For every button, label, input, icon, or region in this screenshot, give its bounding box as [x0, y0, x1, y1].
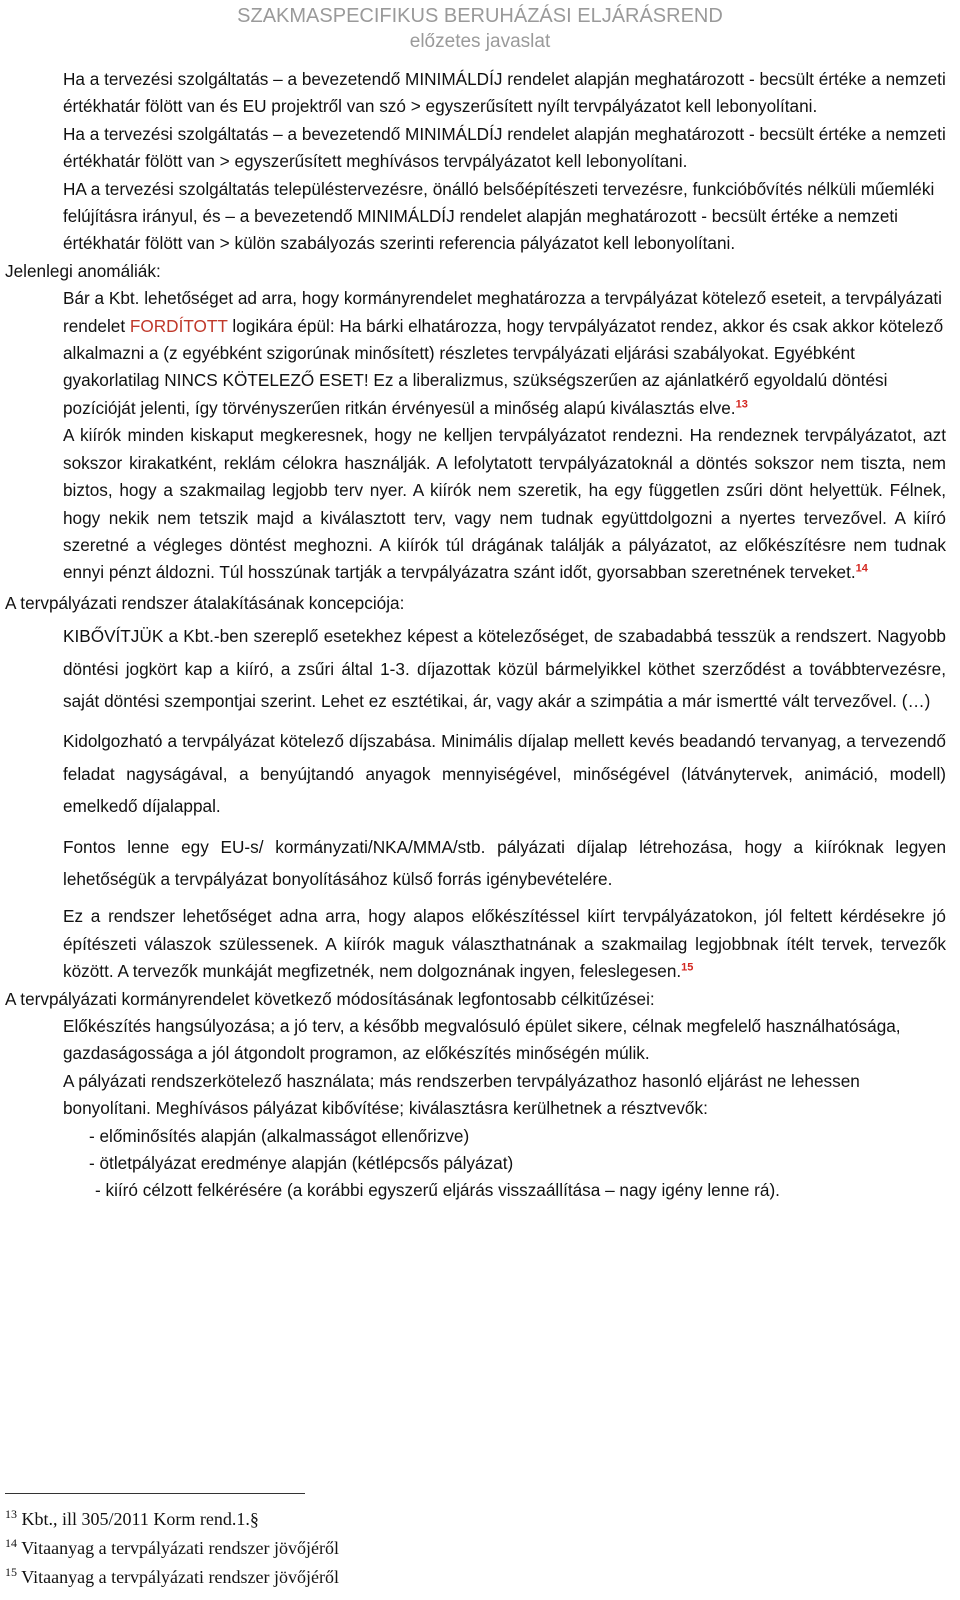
footnote-ref-14: 14	[855, 562, 868, 575]
paragraph-preparation: Előkészítés hangsúlyozása; a jó terv, a később megvalósuló épület sikere, célnak megfelelő használhatósága, gazdaságossága a jól átgondolt programon, az előkészítés minőségén múlik.	[63, 1016, 901, 1064]
paragraph-issuers	[63, 422, 946, 586]
footnote-divider	[5, 1493, 305, 1494]
footnote-number: 15	[5, 1565, 17, 1579]
goals-heading: A tervpályázati kormányrendelet következő módosításának legfontosabb célkitűzései:	[5, 988, 655, 1009]
footnote-13	[5, 1502, 339, 1531]
paragraph-kbt-a: Bár a Kbt. lehetőséget ad arra, hogy kormányrendelet meghatározza a tervpályázat kötelező eseteit, a tervpályázati rendelet	[63, 288, 942, 336]
paragraph-fee: Kidolgozható a tervpályázat kötelező díjszabása. Minimális díjalap mellett kevés beadandó tervanyag, a tervezendő feladat nagyságával, a benyújtandó anyagok mennyiségével, minőségével (látványtervek, animáció, modell) emelkedő díjalappal.	[63, 731, 946, 817]
list-item: - kiíró célzott felkérésére (a korábbi egyszerű eljárás visszaállítása – nagy igény lenne rá).	[95, 1180, 780, 1201]
footnote-text: Vitaanyag a tervpályázati rendszer jövőjéről	[21, 1538, 339, 1558]
footnote-15	[5, 1560, 339, 1589]
paragraph-expand: KIBŐVÍTJÜK a Kbt.-ben szereplő esetekhez képest a kötelezőséget, de szabadabbá tesszük a rendszert. Nagyobb döntési jogkört kap a kiíró, a zsűri által 1-3. díjazottak közül bármelyikkel köthet szerződést a továbbtervezésre, saját döntési szempontjai szerint. Lehet ez esztétikai, ár, vagy akár a szimpátia a már ismertté vált tervezővel. (…)	[63, 626, 946, 711]
footnote-ref-15: 15	[681, 961, 694, 974]
paragraph-system-text: Ez a rendszer lehetőséget adna arra, hogy alapos előkészítéssel kiírt tervpályázatokon, jól feltett kérdésekre jó építészeti válaszok szülessenek. A kiírók maguk választhatnának a szakmailag legjobbnak ítélt tervek, tervezők között. A tervezők munkáját megfizetnék, nem dolgoznának ingyen, feleslegesen.	[63, 906, 946, 982]
list-item: - előminősítés alapján (alkalmasságot ellenőrizve)	[89, 1125, 470, 1146]
concept-heading: A tervpályázati rendszer átalakításának koncepciója:	[5, 592, 405, 613]
footnote-number: 14	[5, 1536, 17, 1550]
paragraph-reference: HA a tervezési szolgáltatás településtervezésre, önálló belsőépítészeti tervezésre, funkcióbővítés nélküli műemléki felújításra irányul, és – a bevezetendő MINIMÁLDÍJ rendelet alapján meghatározott - becsült értéke a nemzeti értékhatár fölött van > külön szabályozás szerinti referencia pályázatot kell lebonyolítani.	[63, 178, 935, 254]
paragraph-eu-open: Ha a tervezési szolgáltatás – a bevezetendő MINIMÁLDÍJ rendelet alapján meghatározott - becsült értéke a nemzeti értékhatár fölött van és EU projektről van szó > egyszerűsített nyílt tervpályázatot kell lebonyolítani.	[63, 69, 946, 117]
footnote-number: 13	[5, 1507, 17, 1521]
paragraph-invited: Ha a tervezési szolgáltatás – a bevezetendő MINIMÁLDÍJ rendelet alapján meghatározott - becsült értéke a nemzeti értékhatár fölött van > egyszerűsített meghívásos tervpályázatot kell lebonyolítani.	[63, 123, 946, 172]
paragraph-fund: Fontos lenne egy EU-s/ kormányzati/NKA/MMA/stb. pályázati díjalap létrehozása, hogy a kiíróknak legyen lehetőségük a tervpályázat bonyolításához külső forrás igénybevételére.	[63, 836, 946, 889]
list-item: - ötletpályázat eredménye alapján (kétlépcsős pályázat)	[89, 1153, 514, 1174]
paragraph-kbt-b: logikára épül: Ha bárki elhatározza, hogy tervpályázatot rendez, akkor és csak akkor kötelező alkalmazni a (z egyébként szigorúnak minősített) részletes tervpályázati eljárási szabályokat. Egyébként gyakorlatilag NINCS KÖTELEZŐ ESET! Ez a liberalizmus, szükségszerűen az ajánlatkérő egyoldalú döntési pozícióját jelenti, így törvényszerűen ritkán érvényesül a minőség alapú kiválasztás elve.	[63, 315, 944, 418]
reversed-logic-highlight: FORDÍTOTT	[129, 315, 228, 336]
footnote-text: Kbt., ill 305/2011 Korm rend.1.§	[21, 1509, 259, 1529]
document-body	[5, 66, 946, 1205]
header-title: SZAKMASPECIFIKUS BERUHÁZÁSI ELJÁRÁSREND	[237, 5, 723, 27]
paragraph-issuers-text: A kiírók minden kiskaput megkeresnek, hogy ne kelljen tervpályázatot rendezni. Ha rendeznek tervpályázatot, azt sokszor kirakatként, reklám célokra használják. A lefolytatott tervpályázatoknál a döntés sokszor nem tiszta, nem biztos, hogy a szakmailag legjobb terv nyer. A kiírók nem szeretik, ha egy független zsűri dönt helyettük. Félnek, hogy nekik nem tetszik majd a kiválasztott terv, vagy nem tudnak együttdolgozni a nyertes tervezővel. A kiíró szeretné a végleges döntést meghozni. A kiírók túl drágának találják a pályázatot, az előkészítésre nem tudnak ennyi pénzt áldozni. Túl hosszúnak tartják a tervpályázatra szánt időt, gyorsabban szeretnének terveket.	[63, 425, 946, 583]
paragraph-kbt	[63, 285, 946, 422]
footnote-ref-13: 13	[735, 398, 748, 411]
paragraph-system	[63, 903, 946, 985]
footnotes	[5, 1493, 339, 1589]
paragraph-mandatory: A pályázati rendszerkötelező használata; más rendszerben tervpályázathoz hasonló eljárást ne lehessen bonyolítani. Meghívásos pályázat kibővítése; kiválasztásra kerülhetnek a résztvevők:	[63, 1070, 860, 1119]
page-header	[0, 0, 960, 54]
anomaly-heading: Jelenlegi anomáliák:	[5, 260, 161, 281]
footnote-text: Vitaanyag a tervpályázati rendszer jövőjéről	[21, 1567, 339, 1587]
footnote-14	[5, 1531, 339, 1560]
header-subtitle: előzetes javaslat	[409, 31, 551, 52]
